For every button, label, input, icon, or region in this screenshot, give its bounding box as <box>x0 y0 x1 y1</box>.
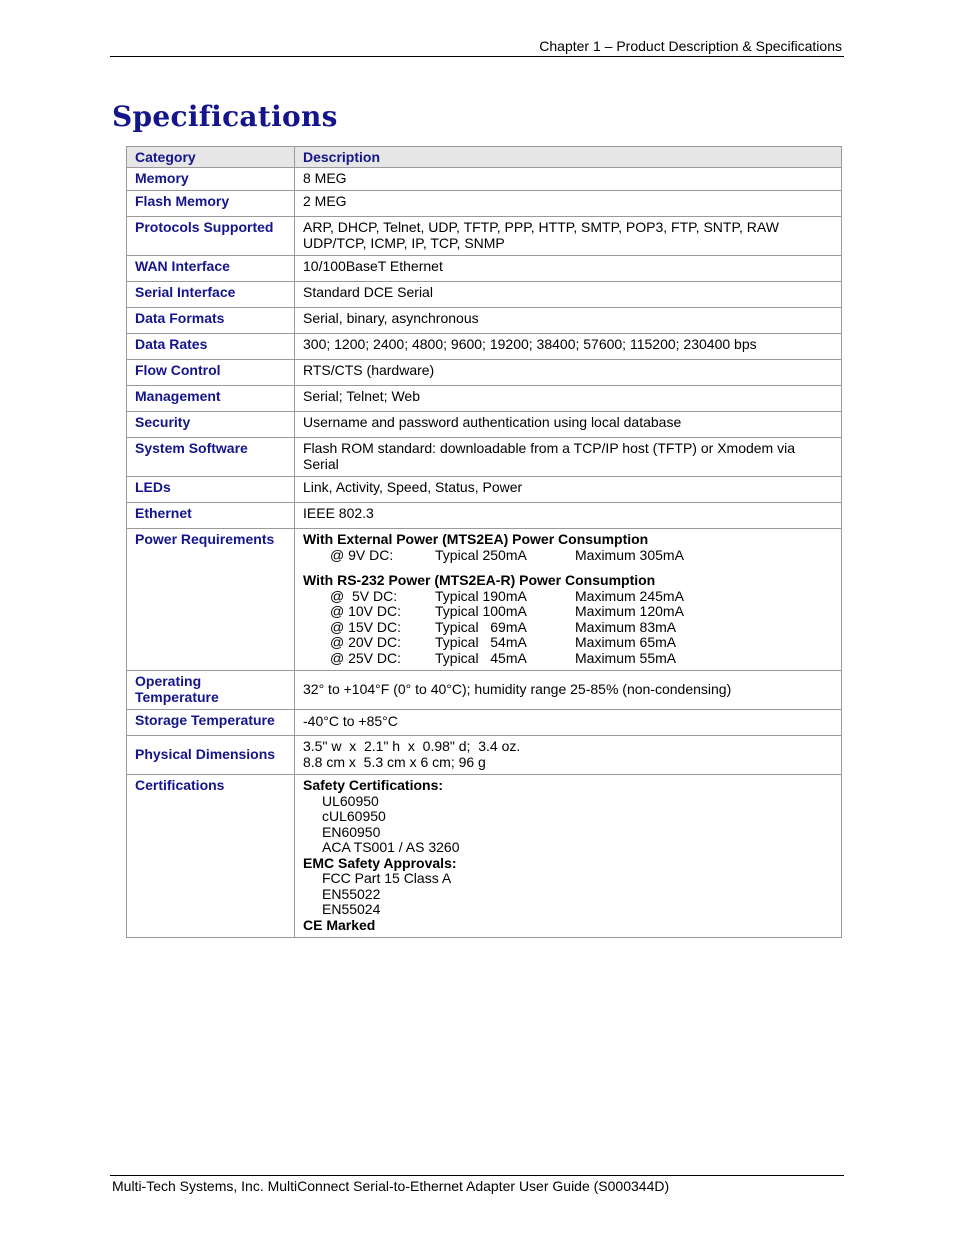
cert-item: EN55024 <box>322 901 381 917</box>
description-cell: 300; 1200; 2400; 4800; 9600; 19200; 38400; 57600; 115200; 230400 bps <box>295 334 842 360</box>
power-line <box>303 548 835 564</box>
voltage: @ 25V DC: <box>330 649 402 666</box>
description-cell <box>295 529 842 671</box>
voltage: @ 9V DC: <box>330 546 394 563</box>
typical: Typical 190mA <box>435 587 527 604</box>
typical: Typical 54mA <box>435 634 527 650</box>
running-footer: Multi-Tech Systems, Inc. MultiConnect Serial-to-Ethernet Adapter User Guide (S000344D) <box>112 1178 670 1194</box>
cert-heading: EMC Safety Approvals: <box>303 854 457 871</box>
table-row <box>127 334 842 360</box>
maximum: Maximum 245mA <box>575 587 684 604</box>
description-cell: Serial, binary, asynchronous <box>295 308 842 334</box>
cert-item: UL60950 <box>322 792 379 809</box>
description-line: 3.5" w x 2.1" h x 0.98" d; 3.4 oz. <box>303 738 521 754</box>
power-line <box>303 604 835 620</box>
category-cell: Operating Temperature <box>127 671 295 710</box>
description-cell: RTS/CTS (hardware) <box>295 360 842 386</box>
column-header-category: Category <box>127 147 295 168</box>
description-cell <box>295 736 842 775</box>
category-cell: WAN Interface <box>127 256 295 282</box>
category-cell: Certifications <box>127 775 295 938</box>
description-line: Serial <box>303 455 339 472</box>
category-cell: Management <box>127 386 295 412</box>
table-row <box>127 412 842 438</box>
cert-heading: CE Marked <box>303 916 376 933</box>
footer-rule <box>110 1175 844 1176</box>
description-cell: 10/100BaseT Ethernet <box>295 256 842 282</box>
maximum: Maximum 55mA <box>575 649 677 666</box>
page-title: Specifications <box>112 100 338 133</box>
maximum: Maximum 305mA <box>575 546 684 563</box>
category-cell: Data Formats <box>127 308 295 334</box>
category-cell: Protocols Supported <box>127 217 295 256</box>
table-row <box>127 736 842 775</box>
description-cell: IEEE 802.3 <box>295 503 842 529</box>
cert-item: EN55022 <box>322 885 381 902</box>
power-line <box>303 620 835 636</box>
table-row <box>127 671 842 710</box>
description-cell <box>295 438 842 477</box>
voltage: @ 20V DC: <box>330 634 402 650</box>
description-cell: -40°C to +85°C <box>295 710 842 736</box>
category-cell: Flash Memory <box>127 191 295 217</box>
table-header-row <box>127 147 842 168</box>
cert-item: FCC Part 15 Class A <box>322 870 452 886</box>
category-cell: Flow Control <box>127 360 295 386</box>
cert-item: cUL60950 <box>322 808 386 824</box>
description-line: UDP/TCP, ICMP, IP, TCP, SNMP <box>303 234 505 251</box>
description-cell: 2 MEG <box>295 191 842 217</box>
description-cell: Link, Activity, Speed, Status, Power <box>295 477 842 503</box>
maximum: Maximum 120mA <box>575 603 684 619</box>
table-row <box>127 503 842 529</box>
description-line: Flash ROM standard: downloadable from a TCP/IP host (TFTP) or Xmodem via <box>303 440 796 456</box>
category-cell: Ethernet <box>127 503 295 529</box>
category-cell: System Software <box>127 438 295 477</box>
table-row <box>127 529 842 671</box>
description-line: 8.8 cm x 5.3 cm x 6 cm; 96 g <box>303 753 486 770</box>
power-heading: With RS-232 Power (MTS2EA-R) Power Consumption <box>303 572 656 588</box>
table-row <box>127 386 842 412</box>
category-cell: Memory <box>127 167 295 191</box>
typical: Typical 45mA <box>435 649 527 666</box>
cert-heading: Safety Certifications: <box>303 777 444 793</box>
description-cell: 8 MEG <box>295 167 842 191</box>
typical: Typical 100mA <box>435 603 527 619</box>
cert-item: EN60950 <box>322 823 381 840</box>
description-cell: 32° to +104°F (0° to 40°C); humidity range 25-85% (non-condensing) <box>295 671 842 710</box>
power-line <box>303 651 835 667</box>
table-row <box>127 438 842 477</box>
category-cell: Data Rates <box>127 334 295 360</box>
description-cell: Serial; Telnet; Web <box>295 386 842 412</box>
category-cell: Security <box>127 412 295 438</box>
description-cell: Username and password authentication using local database <box>295 412 842 438</box>
specifications-table <box>126 146 842 938</box>
description-line: ARP, DHCP, Telnet, UDP, TFTP, PPP, HTTP, SMTP, POP3, FTP, SNTP, RAW <box>303 219 779 235</box>
category-cell: Power Requirements <box>127 529 295 671</box>
table-row <box>127 217 842 256</box>
voltage: @ 10V DC: <box>330 603 402 619</box>
typical: Typical 250mA <box>435 546 527 563</box>
maximum: Maximum 65mA <box>575 634 677 650</box>
category-cell: Serial Interface <box>127 282 295 308</box>
typical: Typical 69mA <box>435 618 527 635</box>
category-cell: LEDs <box>127 477 295 503</box>
table-row <box>127 477 842 503</box>
running-header: Chapter 1 – Product Description & Specifications <box>539 38 842 54</box>
description-cell <box>295 217 842 256</box>
column-header-description: Description <box>295 147 842 168</box>
table-row <box>127 256 842 282</box>
table-row <box>127 360 842 386</box>
power-heading: With External Power (MTS2EA) Power Consumption <box>303 531 649 547</box>
description-cell: Standard DCE Serial <box>295 282 842 308</box>
table-row <box>127 191 842 217</box>
table-row <box>127 308 842 334</box>
category-cell: Storage Temperature <box>127 710 295 736</box>
table-row <box>127 710 842 736</box>
table-row <box>127 167 842 191</box>
cert-item: ACA TS001 / AS 3260 <box>322 839 460 855</box>
voltage: @ 15V DC: <box>330 618 402 635</box>
header-rule <box>110 56 844 57</box>
category-cell: Physical Dimensions <box>127 736 295 775</box>
voltage: @ 5V DC: <box>330 587 398 604</box>
table-row <box>127 775 842 938</box>
description-cell <box>295 775 842 938</box>
maximum: Maximum 83mA <box>575 618 677 635</box>
table-row <box>127 282 842 308</box>
power-line <box>303 589 835 605</box>
power-line <box>303 635 835 651</box>
